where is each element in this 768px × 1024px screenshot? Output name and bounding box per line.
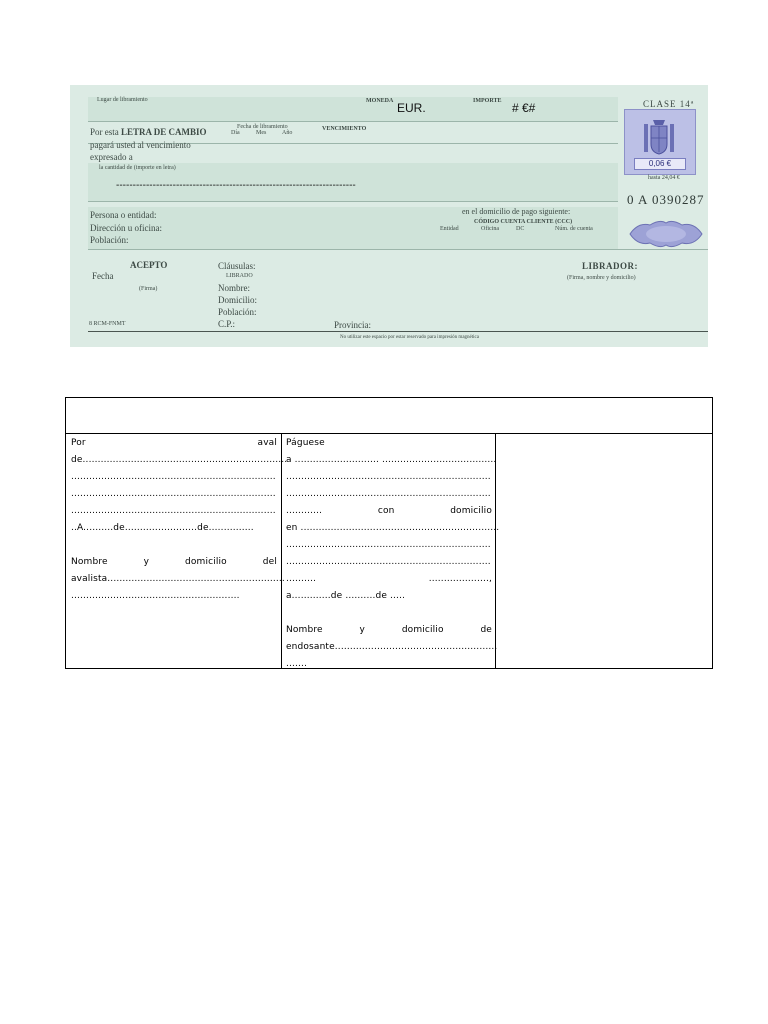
stamp-limit: hasta 24,04 € bbox=[648, 175, 680, 181]
domicilio-label: Domicilio: bbox=[218, 295, 257, 305]
fecha-label: Fecha bbox=[92, 271, 114, 281]
en-row: en .................................. ................................ bbox=[286, 523, 500, 533]
librador-sub: (Firma, nombre y domicilio) bbox=[567, 275, 636, 281]
direccion-label: Dirección u oficina: bbox=[90, 223, 162, 233]
rule bbox=[88, 201, 618, 202]
aval-de-row: de...................................... .............................. bbox=[71, 455, 288, 465]
anio-label: Año bbox=[282, 130, 293, 136]
aval-row: Por aval bbox=[71, 438, 277, 448]
tax-stamp bbox=[624, 109, 696, 175]
dotted-line: .................................................................... bbox=[71, 506, 276, 516]
librador-label: LIBRADOR: bbox=[582, 261, 639, 271]
clausulas-label: Cláusulas: bbox=[218, 261, 256, 271]
importe-value: # €# bbox=[512, 101, 536, 115]
poblacion-label: Población: bbox=[90, 235, 129, 245]
vencimiento-label: VENCIMIENTO bbox=[322, 126, 367, 132]
dotted-line: .................................................................... bbox=[286, 540, 491, 550]
dotted-line: .................................................................... bbox=[286, 472, 491, 482]
fecha-libramiento-label: Fecha de libramiento bbox=[237, 124, 288, 130]
serial-number: 0 A 0390287 bbox=[627, 192, 705, 207]
ccc-dc: DC bbox=[516, 226, 525, 232]
coat-of-arms-icon bbox=[642, 118, 676, 158]
poblacion-librado-label: Población: bbox=[218, 307, 257, 317]
dotted-line-split: .......... ...................., bbox=[286, 574, 492, 584]
endorsement-column bbox=[282, 434, 500, 669]
endorsement-date-line: a.............de ..........de ..... bbox=[286, 591, 406, 601]
endorsement-table bbox=[65, 397, 713, 669]
importe-label: IMPORTE bbox=[473, 98, 502, 104]
avalista-row: avalista ........................................................... bbox=[71, 574, 285, 584]
mes-label: Mes bbox=[256, 130, 267, 136]
amount-in-words-line: ------------------------------------------------------------------------ bbox=[116, 180, 356, 191]
rule bbox=[88, 331, 708, 332]
intro-text-3: expresado a bbox=[90, 152, 133, 162]
clase-label: CLASE 14ª bbox=[643, 99, 695, 109]
dotted-line: .................................................................... bbox=[286, 557, 491, 567]
footer-note: No utilizar este espacio por estar reservado para impresión magnética bbox=[340, 335, 479, 340]
rule bbox=[88, 121, 618, 122]
ccc-entidad: Entidad bbox=[440, 226, 459, 232]
security-seal-icon bbox=[628, 219, 704, 249]
dotted-line: .................................................................... bbox=[71, 472, 276, 482]
rule bbox=[88, 249, 708, 250]
endosante-label-row: Nombre y domicilio de bbox=[286, 625, 492, 635]
bill-of-exchange bbox=[70, 85, 708, 347]
avalista-label-row: Nombre y domicilio del bbox=[71, 557, 277, 567]
aval-date-line: ..A..........de........................de............... bbox=[71, 523, 254, 533]
stamp-price: 0,06 € bbox=[634, 158, 686, 170]
moneda-label: MONEDA bbox=[366, 98, 394, 104]
top-field-band bbox=[88, 97, 618, 121]
acepto-label: ACEPTO bbox=[130, 260, 168, 270]
provincia-label: Provincia: bbox=[334, 320, 371, 330]
ccc-oficina: Oficina bbox=[481, 226, 499, 232]
paguese-a-row: a ................ ............ ........ .............................. bbox=[286, 455, 497, 465]
intro-text-2: pagará usted al vencimiento bbox=[90, 140, 191, 150]
paguese-label: Páguese bbox=[286, 438, 325, 448]
domicilio-pago-label: en el domicilio de pago siguiente: bbox=[462, 207, 571, 216]
nombre-label: Nombre: bbox=[218, 283, 250, 293]
aval-column bbox=[66, 434, 288, 668]
blank-column bbox=[496, 434, 712, 668]
form-code: 8 RCM-FNMT bbox=[89, 321, 126, 327]
cantidad-label: la cantidad de (importe en letra) bbox=[99, 165, 176, 171]
ccc-cuenta: Núm. de cuenta bbox=[555, 226, 593, 232]
endorsement-header bbox=[66, 398, 712, 434]
persona-label: Persona o entidad: bbox=[90, 210, 157, 220]
dotted-line: .................................................................... bbox=[286, 489, 491, 499]
endosante-row: endosante ...................................................... bbox=[286, 642, 498, 652]
dotted-line: .................................................................... bbox=[71, 489, 276, 499]
ccc-label: CÓDIGO CUENTA CLIENTE (CCC) bbox=[474, 219, 573, 225]
firma-label: (Firma) bbox=[139, 286, 158, 292]
dotted-line: ....... bbox=[286, 659, 308, 669]
librado-label: LIBRADO bbox=[226, 273, 253, 279]
dia-label: Día bbox=[231, 130, 240, 136]
intro-text-1: Por esta LETRA DE CAMBIO bbox=[90, 127, 207, 137]
lugar-label: Lugar de libramiento bbox=[97, 97, 148, 103]
cp-label: C.P.: bbox=[218, 319, 236, 329]
dotted-line: ........................................................ bbox=[71, 591, 240, 601]
moneda-value: EUR. bbox=[397, 101, 426, 115]
con-domicilio-row: ............ con domicilio bbox=[286, 506, 492, 516]
